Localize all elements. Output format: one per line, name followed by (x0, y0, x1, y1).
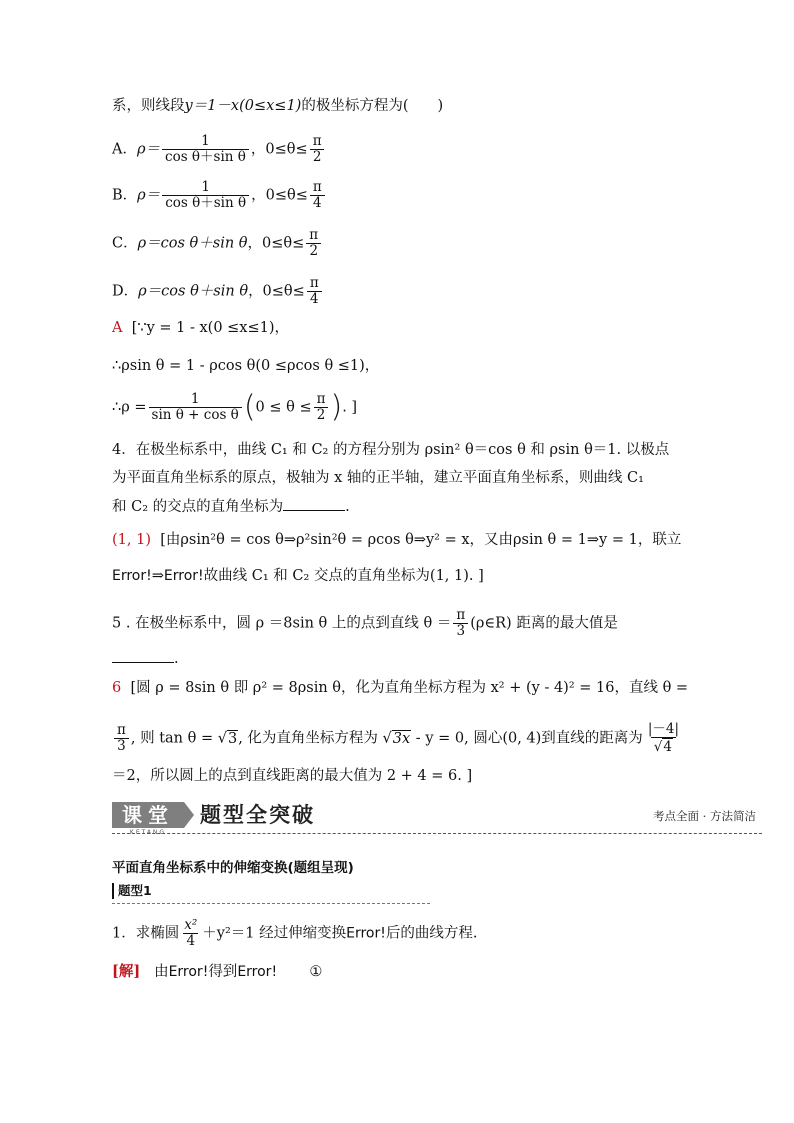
ex1-text: 1．求椭圆 (112, 925, 180, 942)
q3-solution-line-3 (112, 389, 358, 425)
section-heading: 平面直角坐标系中的伸缩变换(题组呈现) (112, 860, 354, 876)
q4-sol-text: 故曲线 C₁ 和 C₂ 交点的直角坐标为(1, 1). ] (203, 568, 484, 584)
q5-solution-line-2: $\frac{\pi}{3}$ , 则 tan θ = √3, 化为直角坐标方程为 √3x - y = 0, 圆心(0, 4)到直线的距离为 $\frac{|-4|}{√4}$ (112, 722, 684, 755)
q4-sol-text: [由ρsin²θ = cos θ⇒ρ²sin²θ = ρcos θ⇒y² = x，又由ρsin θ = 1⇒y = 1，联立 (160, 532, 682, 548)
q5-solution-line-1 (112, 678, 688, 698)
q5-text-end: . (174, 651, 179, 667)
frac-num: π (117, 722, 126, 738)
frac-den: 4 (310, 195, 325, 211)
right-paren: ) (330, 389, 343, 425)
q3-stem-text: 系，则线段 (112, 98, 185, 114)
range-fraction (310, 180, 325, 211)
option-label: C． (112, 235, 138, 252)
error-text: Error! (168, 964, 209, 980)
q4-sol-arrow: ⇒ (151, 568, 164, 584)
ex1-fraction (181, 918, 200, 949)
error-text: Error! (346, 925, 386, 942)
option-fraction (162, 180, 249, 211)
q5-sol-text: , 则 tan θ = (130, 730, 214, 747)
range-fraction (307, 276, 322, 307)
range-fraction (310, 134, 325, 165)
frac-den: √4 (651, 737, 676, 755)
option-label: A． (112, 141, 137, 158)
option-range: ，0≤θ≤ (248, 283, 305, 300)
q5-line-1 (112, 608, 618, 639)
q5-text: 5 . 在极坐标系中，圆 ρ ＝8sin θ 上的点到直线 θ ＝ (112, 615, 452, 632)
frac-num: π (456, 607, 466, 623)
frac-num: 1 (190, 391, 200, 407)
q5-solution-line-3 (112, 766, 472, 786)
type-tag: 题型1 (112, 883, 152, 899)
frac-den: 4 (307, 291, 322, 307)
option-label: D． (112, 283, 139, 300)
q4-line-1 (112, 440, 669, 460)
q3-sol-lhs: ∴ρ = (112, 399, 147, 416)
q5-sol-text: [圆 ρ = 8sin θ 即 ρ² = 8ρsin θ，化为直角坐标方程为 x² + (y - 4)² = 16，直线 θ = (130, 680, 689, 696)
q5-sol-text: ＝2，所以圆上的点到直线距离的最大值为 2 + 4 = 6. ] (112, 768, 473, 784)
ex1-text: 后的曲线方程. (385, 925, 478, 942)
q4-text: 和 C₂ 的交点的直角坐标为 (112, 499, 284, 515)
banner-tag-sub: KETANG (129, 829, 167, 836)
frac-den: 2 (306, 243, 321, 259)
frac-num: |－4| (647, 721, 679, 737)
q3-sol-text: [∵y = 1 - x(0 ≤x≤1)， (131, 320, 290, 336)
q5-sol-text: - y = 0, 圆心(0, 4)到直线的距离为 (411, 730, 643, 747)
circled-one: ① (309, 964, 323, 980)
option-lhs: ρ＝cos θ＋sin θ (138, 283, 249, 300)
frac-den: 4 (183, 933, 198, 949)
frac-den: 2 (314, 407, 329, 423)
frac-num: 1 (201, 179, 210, 195)
q5-sol-fraction (114, 723, 129, 754)
frac-den: cos θ＋sin θ (162, 149, 249, 165)
sol-text: 由 (154, 964, 169, 980)
q3-answer: A (112, 320, 123, 336)
range-fraction (306, 228, 321, 259)
frac-den: cos θ＋sin θ (162, 195, 249, 211)
option-fraction (162, 134, 249, 165)
q3-sol-text: ∴ρsin θ = 1 - ρcos θ(0 ≤ρcos θ ≤1)， (112, 358, 380, 374)
option-range: ，0≤θ≤ (247, 235, 305, 252)
frac-num: π (316, 391, 326, 407)
frac-den: 3 (114, 738, 129, 754)
q4-text: 为平面直角坐标系的原点，极轴为 x 轴的正半轴，建立平面直角坐标系，则曲线 C₁ (112, 470, 644, 486)
q4-text-end: . (345, 499, 350, 515)
q4-solution-line-2 (112, 566, 484, 586)
q5-text: (ρ∈R) 距离的最大值是 (470, 615, 618, 632)
banner-subtitle: 考点全面 · 方法简洁 (653, 809, 756, 823)
banner-notch (184, 802, 194, 828)
q4-text: 4．在极坐标系中，曲线 C₁ 和 C₂ 的方程分别为 ρsin² θ＝cos θ 和 ρsin θ＝1. 以极点 (112, 442, 670, 458)
sqrt-radicand: 3x (392, 730, 411, 747)
q3-option-d (112, 276, 324, 307)
sqrt-radicand: 4 (663, 739, 672, 755)
q5-answer: 6 (112, 680, 122, 696)
sqrt-radicand: 3 (227, 730, 238, 747)
option-label: B． (112, 187, 138, 204)
option-lhs: ρ＝ (136, 141, 161, 158)
q3-option-c (112, 228, 323, 259)
q5-sol-text: , 化为直角坐标方程为 (238, 730, 378, 747)
ex1-text: ＋y²＝1 经过伸缩变换 (202, 925, 347, 942)
q5-line-2 (112, 648, 179, 669)
error-text: Error! (112, 568, 152, 584)
q3-stem (112, 96, 443, 116)
q3-sol-range: 0 ≤ θ ≤ (255, 399, 312, 416)
q5-distance-fraction (645, 722, 682, 755)
example-1-solution (112, 962, 322, 982)
banner-divider (112, 833, 762, 834)
solution-label: [解] (112, 963, 141, 980)
frac-num: π (309, 227, 319, 243)
banner-title: 题型全突破 (200, 803, 315, 827)
q4-solution-line-1 (112, 530, 681, 550)
banner-tag: 课堂 (112, 802, 184, 828)
answer-blank (283, 496, 345, 511)
frac-num: x² (184, 917, 198, 933)
left-paren: ( (243, 389, 256, 425)
frac-den: 2 (310, 149, 325, 165)
q3-option-b (112, 180, 327, 211)
option-range: ，0≤θ≤ (251, 187, 308, 204)
q4-answer: (1, 1) (112, 532, 151, 548)
q3-sol-range-fraction (314, 392, 329, 423)
frac-num: 1 (201, 133, 210, 149)
frac-num: π (312, 133, 322, 149)
option-range: ，0≤θ≤ (250, 141, 308, 158)
q4-line-2 (112, 468, 644, 488)
error-text: Error! (163, 568, 204, 584)
frac-den: 3 (453, 623, 468, 639)
q3-sol-fraction (149, 392, 242, 423)
option-lhs: ρ＝cos θ＋sin θ (137, 235, 248, 252)
frac-num: π (312, 179, 322, 195)
sol-text: 得到 (208, 964, 238, 980)
q4-line-3 (112, 496, 350, 517)
q5-fraction (453, 608, 468, 639)
section-banner (112, 800, 762, 840)
q3-sol-end: . ] (342, 399, 358, 416)
answer-blank (112, 648, 174, 663)
frac-den: sin θ + cos θ (149, 407, 242, 423)
q3-option-a (112, 134, 327, 165)
q3-stem-equation: y＝1－x(0≤x≤1) (184, 98, 302, 114)
q3-stem-tail: 的极坐标方程为( ) (301, 98, 444, 114)
option-lhs: ρ＝ (137, 187, 161, 204)
type-divider (112, 903, 430, 904)
frac-num: π (309, 275, 319, 291)
q3-solution-line-1 (112, 318, 289, 338)
error-text: Error! (237, 964, 278, 980)
example-1 (112, 918, 477, 949)
q3-solution-line-2 (112, 356, 379, 376)
